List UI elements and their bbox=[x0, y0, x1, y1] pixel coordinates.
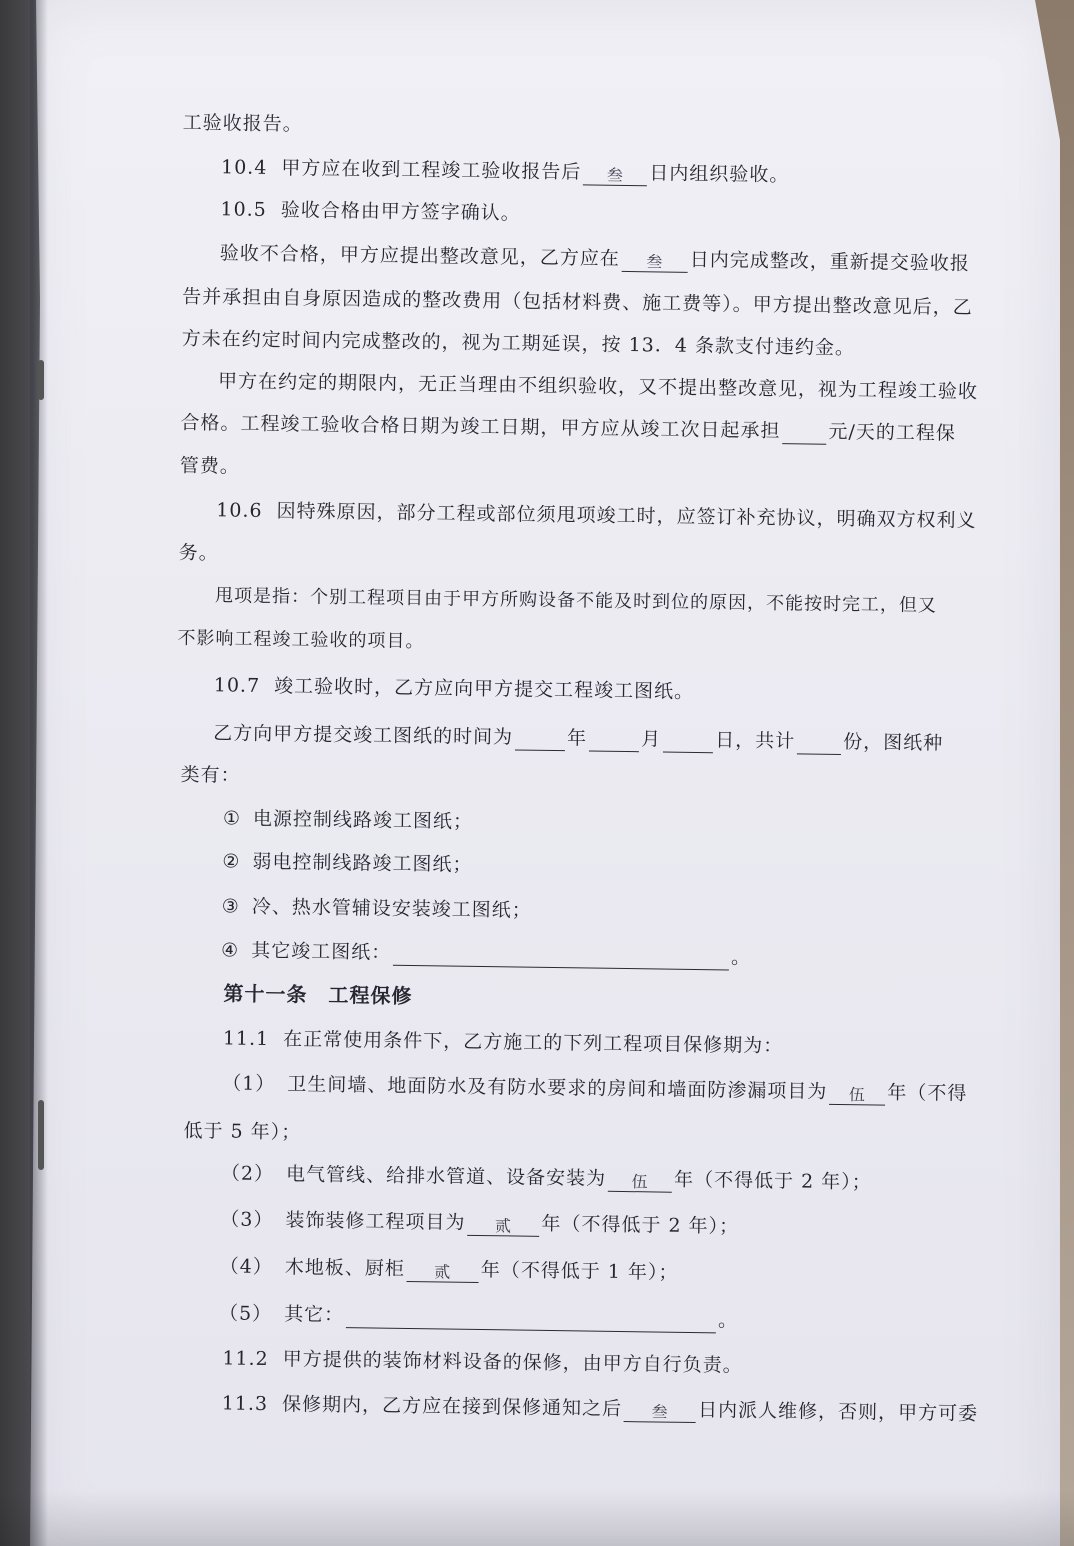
list-item: ④ 其它竣工图纸： 。 bbox=[220, 939, 752, 969]
copies-blank bbox=[797, 731, 841, 755]
text-line: 类有： bbox=[180, 763, 241, 787]
clause-number: 11.3 bbox=[221, 1392, 269, 1416]
fill-in-blank: 伍 bbox=[608, 1169, 672, 1193]
fill-in-blank: 贰 bbox=[407, 1259, 479, 1283]
fill-in-blank: 叁 bbox=[622, 249, 688, 273]
clause-10-6: 10.6 因特殊原因，部分工程或部位须甩项竣工时，应签订补充协议，明确双方权利义 bbox=[216, 499, 977, 532]
clause-11-3: 11.3 保修期内，乙方应在接到保修通知之后 叁 日内派人维修，否则，甲方可委 bbox=[221, 1392, 979, 1425]
section-heading: 第十一条 工程保修 bbox=[223, 981, 413, 1009]
list-item: ① 电源控制线路竣工图纸； bbox=[222, 807, 474, 833]
clause-10-7: 10.7 竣工验收时，乙方应向甲方提交工程竣工图纸。 bbox=[213, 674, 695, 703]
bottom-shadow bbox=[0, 1490, 1074, 1546]
warranty-item: （4） 木地板、厨柜 贰 年（不得低于 1 年）； bbox=[219, 1255, 679, 1284]
text-line: 甩项是指：个别工程项目由于甲方所购设备不能及时到位的原因，不能按时完工，但又 bbox=[214, 585, 938, 617]
text-line: 务。 bbox=[178, 541, 219, 565]
fill-in-blank: 叁 bbox=[583, 162, 647, 186]
clause-10-5: 10.5 验收合格由甲方签字确认。 bbox=[220, 198, 521, 225]
text-line: 低于 5 年）； bbox=[183, 1119, 302, 1144]
fill-in-blank: 叁 bbox=[624, 1399, 696, 1423]
warranty-item: （2） 电气管线、给排水管道、设备安装为 伍 年（不得低于 2 年）； bbox=[220, 1162, 872, 1194]
fill-in-blank bbox=[346, 1305, 716, 1333]
text-line: 告并承担由自身原因造成的整改费用（包括材料费、施工费等）。甲方提出整改意见后，乙 bbox=[182, 285, 973, 319]
clause-number: 11.1 bbox=[222, 1027, 270, 1051]
fill-in-blank: 贰 bbox=[467, 1213, 539, 1237]
fill-in-blank bbox=[782, 421, 826, 445]
text-line: 验收不合格，甲方应提出整改意见，乙方应在 叁 日内完成整改，重新提交验收报 bbox=[219, 242, 970, 275]
warranty-item: （1） 卫生间墙、地面防水及有防水要求的房间和墙面防渗漏项目为 伍 年（不得 bbox=[222, 1072, 968, 1105]
list-item: ② 弱电控制线路竣工图纸； bbox=[222, 850, 473, 876]
clause-11-2: 11.2 甲方提供的装饰材料设备的保修，由甲方自行负责。 bbox=[222, 1347, 743, 1377]
text-line: 方未在约定时间内完成整改的，视为工期延误，按 13．4 条款支付违约金。 bbox=[181, 327, 856, 360]
clause-number: 10.5 bbox=[220, 198, 267, 221]
clause-number: 10.4 bbox=[220, 156, 268, 179]
text-line: 管费。 bbox=[179, 454, 241, 478]
year-blank bbox=[515, 727, 565, 751]
warranty-item: （3） 装饰装修工程项目为 贰 年（不得低于 2 年）； bbox=[220, 1208, 740, 1238]
clause-number: 11.2 bbox=[222, 1347, 269, 1371]
clause-11-1: 11.1 在正常使用条件下，乙方施工的下列工程项目保修期为： bbox=[222, 1027, 784, 1058]
text-line: 不影响工程竣工验收的项目。 bbox=[177, 627, 425, 653]
clause-number: 10.6 bbox=[216, 499, 263, 522]
list-item: ③ 冷、热水管辅设安装竣工图纸； bbox=[221, 895, 532, 922]
clause-number: 10.7 bbox=[213, 674, 261, 697]
text-line: 工验收报告。 bbox=[182, 111, 303, 136]
text-line: 乙方向甲方提交竣工图纸的时间为 年 月 日，共计 份，图纸种 bbox=[213, 722, 944, 755]
text-line: 合格。工程竣工验收合格日期为竣工日期，甲方应从竣工次日起承担 元/天的工程保 bbox=[180, 411, 956, 445]
month-blank bbox=[589, 728, 639, 752]
fill-in-blank: 伍 bbox=[829, 1082, 885, 1106]
text-line: 甲方在约定的期限内，无正当理由不组织验收，又不提出整改意见，视为工程竣工验收 bbox=[217, 370, 979, 403]
warranty-item: （5） 其它： 。 bbox=[218, 1302, 739, 1332]
day-blank bbox=[663, 730, 713, 754]
fill-in-blank bbox=[393, 943, 729, 971]
clause-10-4: 10.4 甲方应在收到工程竣工验收报告后 叁 日内组织验收。 bbox=[220, 156, 790, 187]
